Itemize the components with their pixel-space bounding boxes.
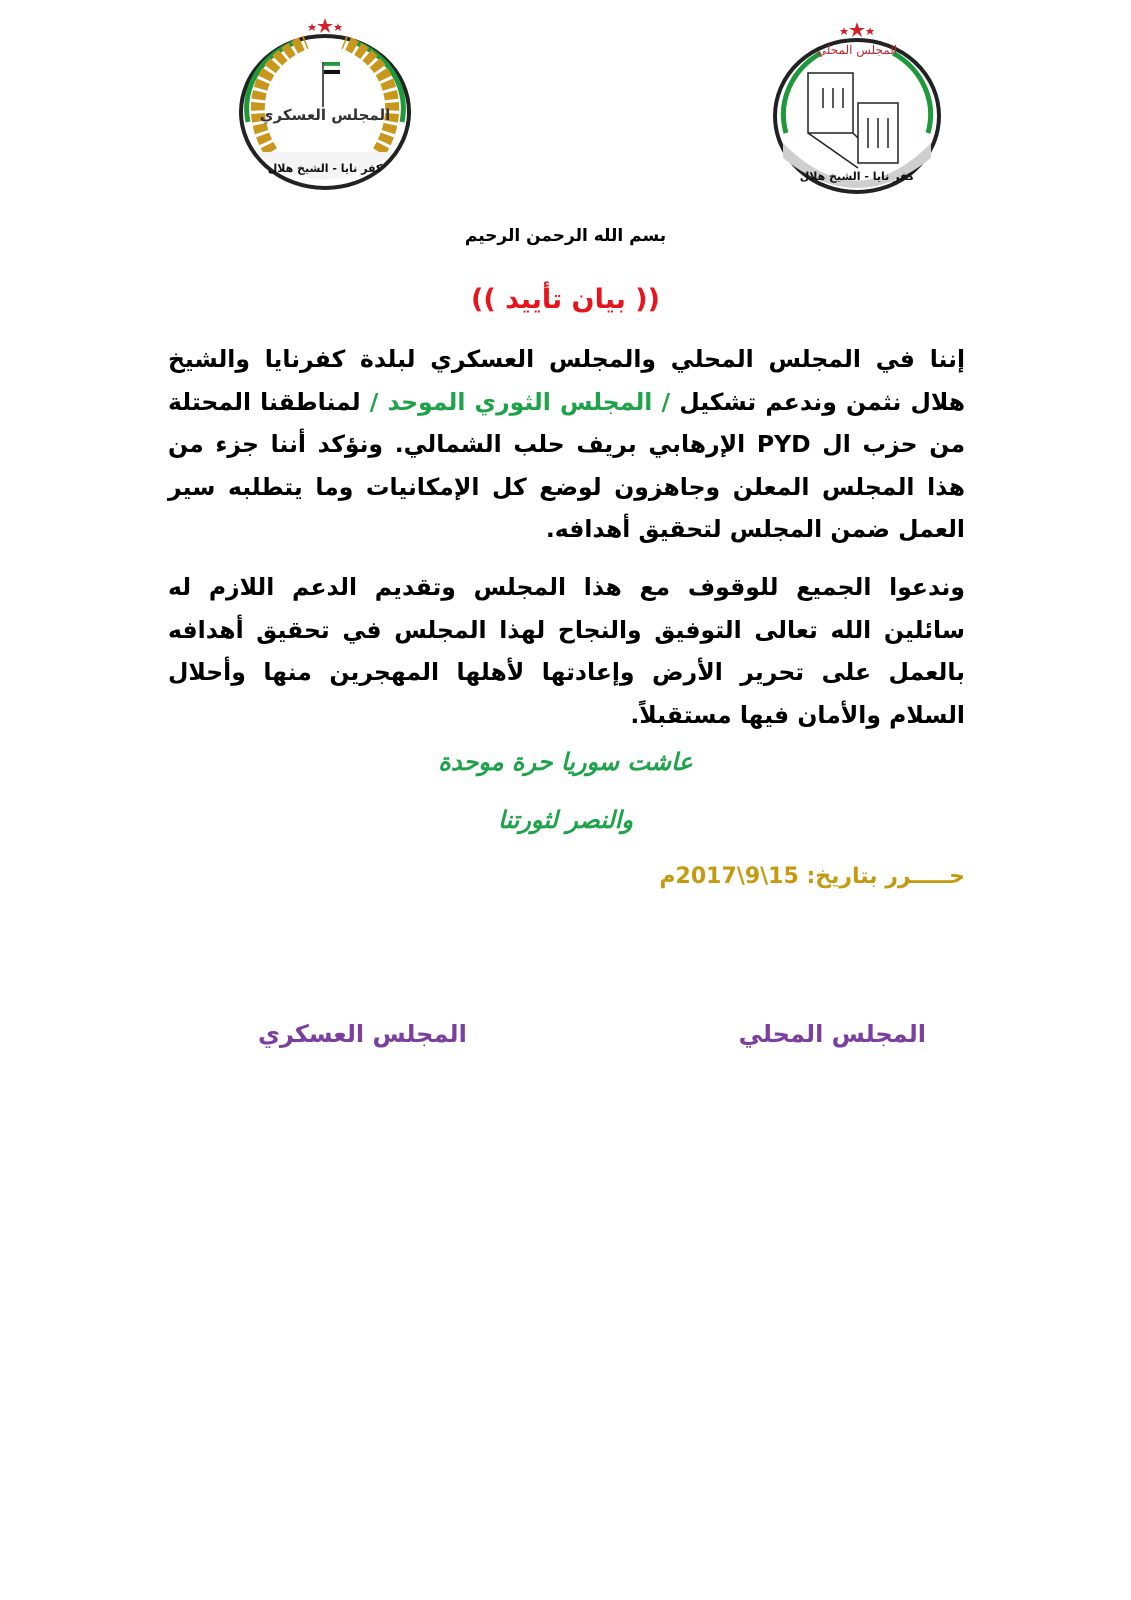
slogan-1: عاشت سوريا حرة موحدة [438,748,693,776]
statement-paragraph-2: وندعوا الجميع للوقوف مع هذا المجلس وتقديم الدعم اللازم له سائلين الله تعالى التوفيق والنجاح لهذا المجلس في تحقيق أهدافه بالعمل على تحرير الأرض وإعادتها لأهلها المهجرين منها وأحلال السلام والأمان فيها مستقبلاً. [168,573,965,729]
statement-paragraph-1 [168,338,965,551]
statement-title: (( بيان تأييد )) [471,284,660,315]
stars-icon [840,22,874,37]
slogan-2: والنصر لثورتنا [498,806,633,834]
svg-text:كفر نايا - الشيخ هلال: كفر نايا - الشيخ هلال [799,170,915,183]
military-council-logo [236,12,414,192]
svg-text:المجلس العسكري: المجلس العسكري [259,106,391,124]
stars-icon [308,18,342,33]
signature-local-council: المجلس المحلي [738,1020,926,1048]
issue-date: حـــــرر بتاريخ: 15\9\2017م [659,864,965,889]
signature-military-council: المجلس العسكري [258,1020,467,1048]
paragraph-text: إننا في المجلس المحلي والمجلس العسكري لبلدة كفرنايا والشيخ هلال نثمن وندعم تشكيل [168,345,965,416]
svg-text:المجلس المحلي: المجلس المحلي [816,43,898,57]
basmala: بسم الله الرحمن الرحيم [464,226,667,246]
svg-text:كفر نايا - الشيخ هلال: كفر نايا - الشيخ هلال [267,162,383,175]
paragraph-text: لمناطقنا المحتلة من حزب ال PYD الإرهابي بريف حلب الشمالي. ونؤكد أننا جزء من هذا المجلس المعلن وجاهزون لوضع كل الإمكانيات وما يتطلبه سير العمل ضمن المجلس لتحقيق أهدافه. [168,387,965,543]
local-council-logo [768,18,946,198]
council-name-highlight: / المجلس الثوري الموحد / [369,387,671,416]
